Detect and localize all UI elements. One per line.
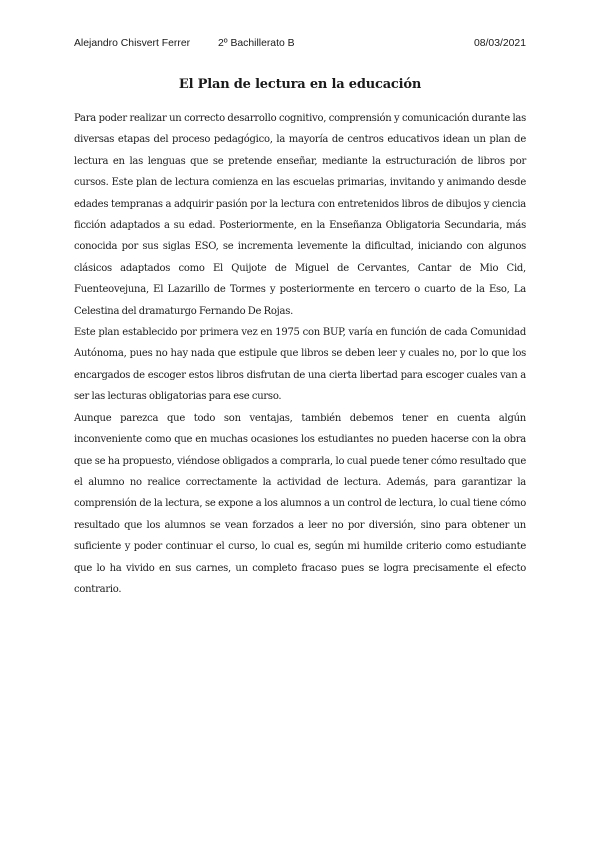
page-header	[74, 38, 526, 52]
document-body	[74, 108, 526, 600]
course-label: 2º Bachillerato B	[218, 38, 295, 49]
author-name: Alejandro Chisvert Ferrer	[74, 38, 191, 49]
paragraph: Para poder realizar un correcto desarrollo cognitivo, comprensión y comunicación durante las diversas etapas del proceso pedagógico, la mayoría de centros educativos idean un plan de lectura en las lenguas que se pretende enseñar, mediante la estructuración de libros por cursos. Este plan de lectura comienza en las escuelas primarias, invitando y animando desde edades tempranas a adquirir pasión por la lectura con entretenidos libros de dibujos y ciencia ficción adaptados a su edad. Posteriormente, en la Enseñanza Obligatoria Secundaria, más conocida por sus siglas ESO, se incrementa levemente la dificultad, iniciando con algunos clásicos adaptados como El Quijote de Miguel de Cervantes, Cantar de Mio Cid, Fuenteovejuna, El Lazarillo de Tormes y posteriormente en tercero o cuarto de la Eso, La Celestina del dramaturgo Fernando De Rojas.	[74, 113, 526, 317]
document-date: 08/03/2021	[473, 38, 526, 49]
document-title: El Plan de lectura en la educación	[178, 77, 422, 92]
paragraph: Aunque parezca que todo son ventajas, también debemos tener en cuenta algún inconveniente como que en muchas ocasiones los estudiantes no pueden hacerse con la obra que se ha propuesto, viéndose obligados a comprarla, lo cual puede tener cómo resultado que el alumno no realice correctamente la actividad de lectura. Además, para garantizar la comprensión de la lectura, se expone a los alumnos a un control de lectura, lo cual tiene cómo resultado que los alumnos se vean forzados a leer no por diversión, sino para obtener un suficiente y poder continuar el curso, lo cual es, según mi humilde criterio como estudiante que lo ha vivido en sus carnes, un completo fracaso pues se logra precisamente el efecto contrario.	[74, 412, 526, 595]
paragraph: Este plan establecido por primera vez en 1975 con BUP, varía en función de cada Comunidad Autónoma, pues no hay nada que estipule que libros se deben leer y cuales no, por lo que los encargados de escoger estos libros disfrutan de una cierta libertad para escoger cuales van a ser las lecturas obligatorias para ese curso.	[74, 327, 526, 403]
